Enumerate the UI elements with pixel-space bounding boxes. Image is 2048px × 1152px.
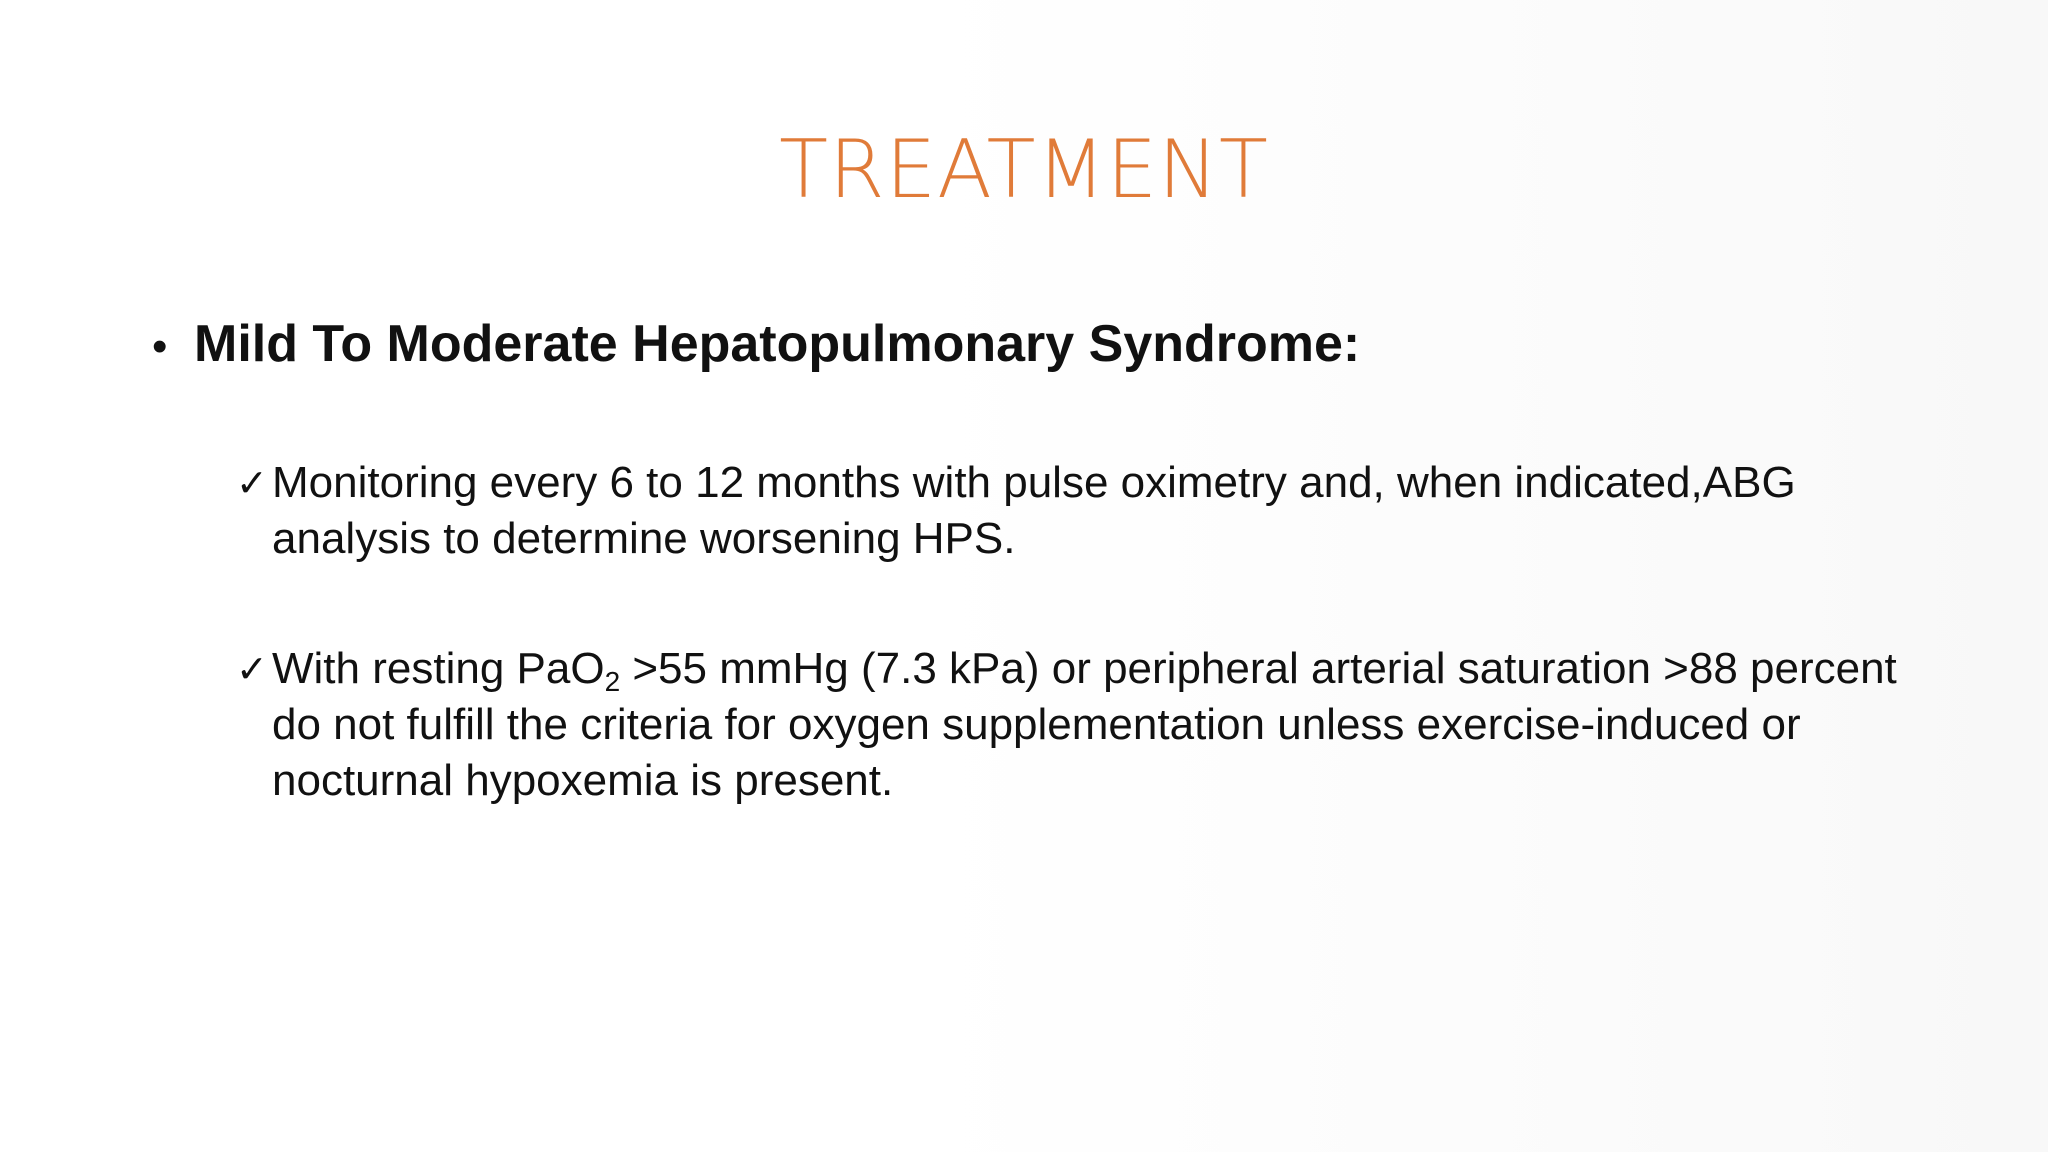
subscript-2: 2 (604, 666, 621, 697)
checkmark-icon: ✓ (236, 461, 268, 505)
bullet-dot-icon: • (152, 322, 168, 371)
sub-bullet-oxygen-criteria (236, 641, 1936, 809)
text-after-subscript: >55 mmHg (7.3 kPa) or peripheral arterial saturation >88 percent do not fulfill the criteria for oxygen supplementation unless exercise-induced or nocturnal hypoxemia is present. (272, 644, 1897, 805)
slide-title: TREATMENT (779, 123, 1269, 216)
checkmark-icon: ✓ (236, 647, 268, 691)
sub-bullet-monitoring (236, 455, 1936, 567)
sub-bullet-text (272, 641, 1936, 809)
main-bullet-text: Mild To Moderate Hepatopulmonary Syndrome: (194, 315, 1361, 373)
main-bullet (152, 308, 1360, 383)
text-before-subscript: With resting PaO (272, 644, 605, 693)
sub-bullet-text: Monitoring every 6 to 12 months with pulse oximetry and, when indicated,ABG analysis to determine worsening HPS. (272, 458, 1796, 563)
